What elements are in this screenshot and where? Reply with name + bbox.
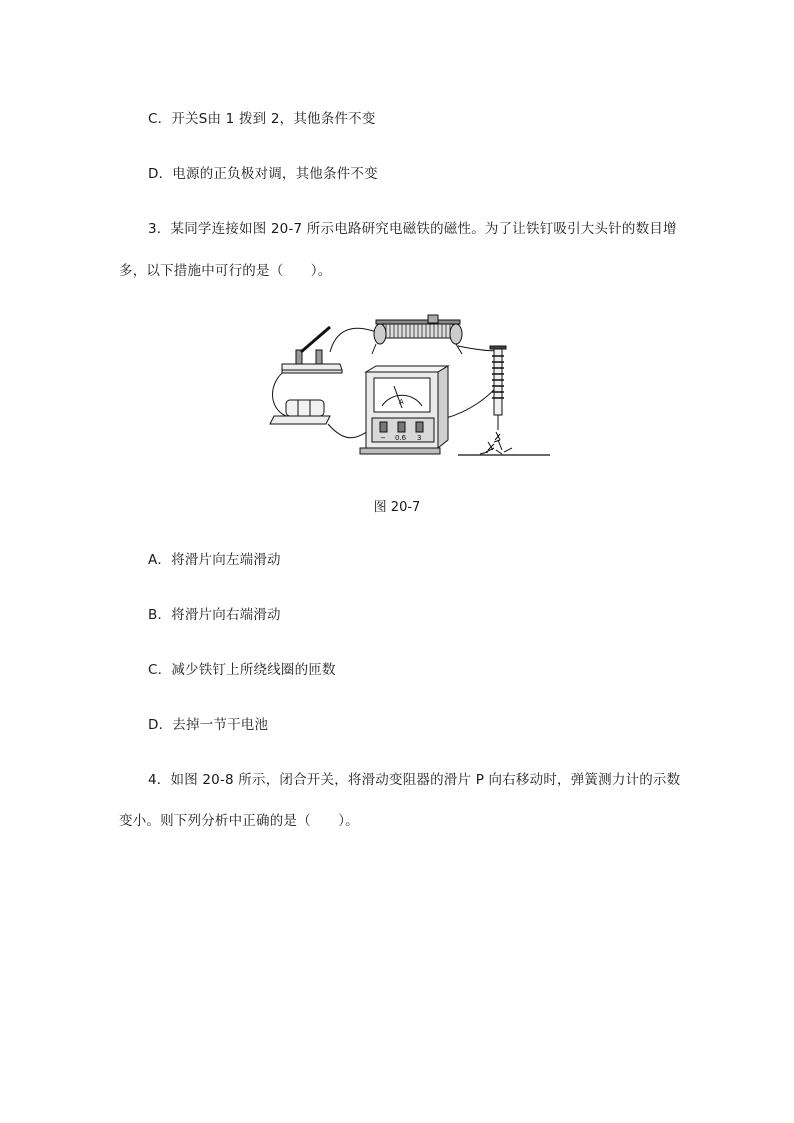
- pins: [458, 432, 550, 455]
- wire-left: [273, 370, 287, 416]
- wire-top: [330, 328, 376, 352]
- question3-line2: 多，以下措施中可行的是（ ）。: [119, 263, 332, 279]
- option-q3-c: C．减少铁钉上所绕线圈的匝数: [148, 662, 336, 678]
- knife-switch: [282, 327, 342, 373]
- electromagnet: [490, 346, 506, 430]
- meter-label-high: 3: [417, 434, 422, 442]
- option-q3-a: A．将滑片向左端滑动: [148, 552, 281, 568]
- battery-holder: [270, 400, 330, 424]
- meter-label-minus: −: [380, 434, 386, 442]
- rheostat: [372, 315, 462, 354]
- question4-line2: 变小。则下列分析中正确的是（ ）。: [119, 813, 359, 829]
- figure-caption: 图 20-7: [373, 500, 421, 515]
- question4-line1: 4．如图 20-8 所示，闭合开关，将滑动变阻器的滑片 P 向右移动时，弹簧测力计的示数: [148, 772, 681, 788]
- option-q2-c: C．开关S由 1 拨到 2，其他条件不变: [148, 111, 376, 127]
- option-q3-d: D．去掉一节干电池: [148, 717, 269, 733]
- question3-line1: 3．某同学连接如图 20-7 所示电路研究电磁铁的磁性。为了让铁钉吸引大头针的数目增: [148, 221, 677, 237]
- circuit-figure: [268, 312, 558, 458]
- wire-right: [446, 382, 500, 418]
- option-q2-d: D．电源的正负极对调，其他条件不变: [148, 166, 378, 182]
- option-q3-b: B．将滑片向右端滑动: [148, 607, 281, 623]
- meter-label-mid: 0.6: [395, 434, 407, 442]
- meter-unit-label: A: [399, 398, 404, 406]
